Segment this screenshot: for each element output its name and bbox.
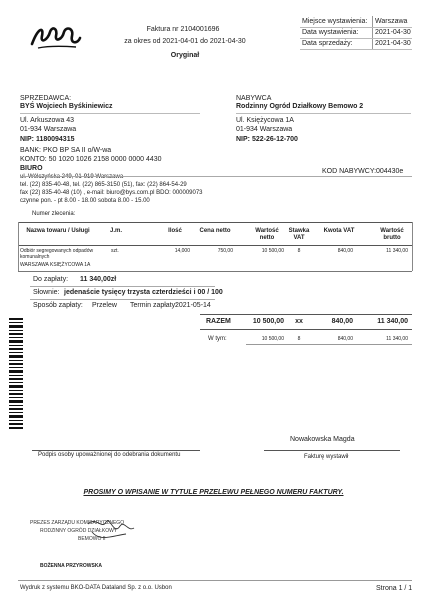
issuer-name: Nowakowska Magda: [290, 436, 355, 443]
recipient-signature-label: Podpis osoby upoważnionej do odebrania dokumentu: [38, 452, 181, 458]
incl-rate: 8: [297, 336, 301, 342]
seller-bank: BANK: PKO BP SA II o/W-wa: [20, 147, 112, 154]
issue-date-label: Data wystawienia:: [302, 29, 359, 36]
buyer-code-label: KOD NABYWCY:: [322, 168, 377, 175]
payment-term-label: Termin zapłaty:: [130, 302, 178, 309]
col-header-net: Wartość netto: [255, 228, 279, 241]
company-logo: [28, 22, 82, 52]
col-header-unit: J.m.: [109, 228, 122, 234]
payment-term: 2021-05-14: [175, 302, 211, 309]
row-name-line-1: Odbiór segregowanych odpadów: [20, 248, 94, 254]
row-vat: 840,00: [337, 248, 353, 254]
row-gross: 11 340,00: [386, 248, 408, 254]
office-address: ul. Wólczyńska 249, 01-919 Warszawa: [20, 174, 124, 180]
office-hours: czynne pon. - pt 8.00 - 18.00 sobota 8.00 - 15.00: [20, 198, 150, 204]
barcode-graphic: [9, 318, 23, 430]
issue-place-value: Warszawa: [375, 18, 408, 25]
order-number-label: Numer zlecenia:: [32, 211, 76, 217]
stamp-line-2: RODZINNY OGRÓD DZIAŁKOWY: [40, 528, 118, 534]
buyer-code: 004430e: [376, 168, 404, 175]
seller-account: KONTO: 50 1020 1026 2158 0000 0000 4430: [20, 156, 162, 163]
invoice-period: za okres od 2021-04-01 do 2021-04-30: [124, 38, 246, 45]
col-header-qty: Ilość: [168, 228, 182, 234]
col-header-price: Cena netto: [199, 228, 231, 234]
total-vat: 840,00: [331, 318, 353, 325]
seller-city: 01-934 Warszawa: [20, 126, 77, 133]
total-label: RAZEM: [206, 318, 231, 325]
seller-name: BYŚ Wojciech Byśkiniewicz: [20, 103, 113, 110]
original-label: Oryginał: [170, 52, 200, 59]
buyer-nip: NIP: 522-26-12-700: [236, 136, 298, 143]
incl-net: 10 500,00: [261, 336, 284, 342]
office-tel-2: fax (22) 835-40-48 (10) , e-mail: biuro@bys.com.pl BDO: 000009073: [20, 190, 203, 196]
issue-date-value: 2021-04-30: [375, 29, 411, 36]
buyer-street: Ul. Księżycowa 1A: [236, 117, 294, 124]
row-net: 10 500,00: [261, 248, 284, 254]
row-name-line-3: WARSZAWA KSIĘŻYCOWA 1A: [20, 262, 91, 268]
seller-heading: SPRZEDAWCA:: [20, 95, 72, 102]
incl-vat: 840,00: [337, 336, 353, 342]
seller-nip: NIP: 1180094315: [20, 136, 75, 143]
total-net: 10 500,00: [252, 318, 284, 325]
col-header-vat-rate: Stawka VAT: [288, 228, 310, 241]
buyer-city: 01-934 Warszawa: [236, 126, 293, 133]
issue-place-label: Miejsce wystawienia:: [302, 18, 368, 25]
issuer-signature-label: Fakturę wystawił: [304, 454, 349, 460]
printed-by: Wydruk z systemu BKO-DATA Dataland Sp. z o.o. Usbon: [20, 585, 172, 591]
row-qty: 14,000: [174, 248, 190, 254]
including-label: W tym:: [208, 336, 227, 342]
office-heading: BIURO: [20, 165, 43, 172]
seller-street: Ul. Arkuszowa 43: [20, 117, 75, 124]
payment-method-label: Sposób zapłaty:: [33, 302, 83, 309]
incl-gross: 11 340,00: [386, 336, 408, 342]
office-tel-1: tel. (22) 835-40-48, tel. (22) 865-3150 (51), fax: (22) 864-54-29: [20, 182, 187, 188]
invoice-number: Faktura nr 2104001696: [146, 26, 220, 33]
buyer-heading: NABYWCA: [236, 95, 272, 102]
payment-reference-notice: PROSIMY O WPISANIE W TYTULE PRZELEWU PEŁNEGO NUMERU FAKTURY.: [83, 489, 344, 496]
row-price: 750,00: [217, 248, 233, 254]
sale-date-value: 2021-04-30: [375, 40, 411, 47]
payment-method: Przelew: [92, 302, 117, 309]
company-logo-graphic: [28, 22, 82, 52]
total-rate: xx: [295, 318, 303, 325]
row-name-line-2: komunalnych: [20, 254, 50, 260]
row-vat-rate: 8: [297, 248, 301, 254]
sale-date-label: Data sprzedaży:: [302, 40, 353, 47]
stamp-line-3: BEMOWO II: [78, 536, 106, 542]
col-header-vat: Kwota VAT: [323, 228, 355, 234]
col-header-gross: Wartość brutto: [380, 228, 404, 241]
col-header-name: Nazwa towaru / Usługi: [26, 228, 90, 234]
amount-in-words: jedenaście tysięcy trzysta czterdzieści i 00 / 100: [64, 289, 223, 296]
row-unit: szt.: [111, 248, 119, 254]
page-number: Strona 1 / 1: [376, 585, 413, 592]
handwritten-signature: [30, 518, 160, 562]
barcode: [9, 318, 23, 430]
buyer-stamp: [30, 518, 160, 562]
due-amount: 11 340,00zł: [80, 276, 117, 283]
amount-in-words-label: Słownie:: [33, 289, 60, 296]
buyer-name: Rodzinny Ogród Działkowy Bemowo 2: [236, 103, 364, 110]
stamp-signer: BOŻENNA PRZYROWSKA: [40, 563, 103, 569]
due-label: Do zapłaty:: [33, 276, 69, 283]
total-gross: 11 340,00: [377, 318, 408, 325]
stamp-line-1: PREZES ZARZĄDU KOMISARYCZNEGO: [30, 520, 125, 526]
